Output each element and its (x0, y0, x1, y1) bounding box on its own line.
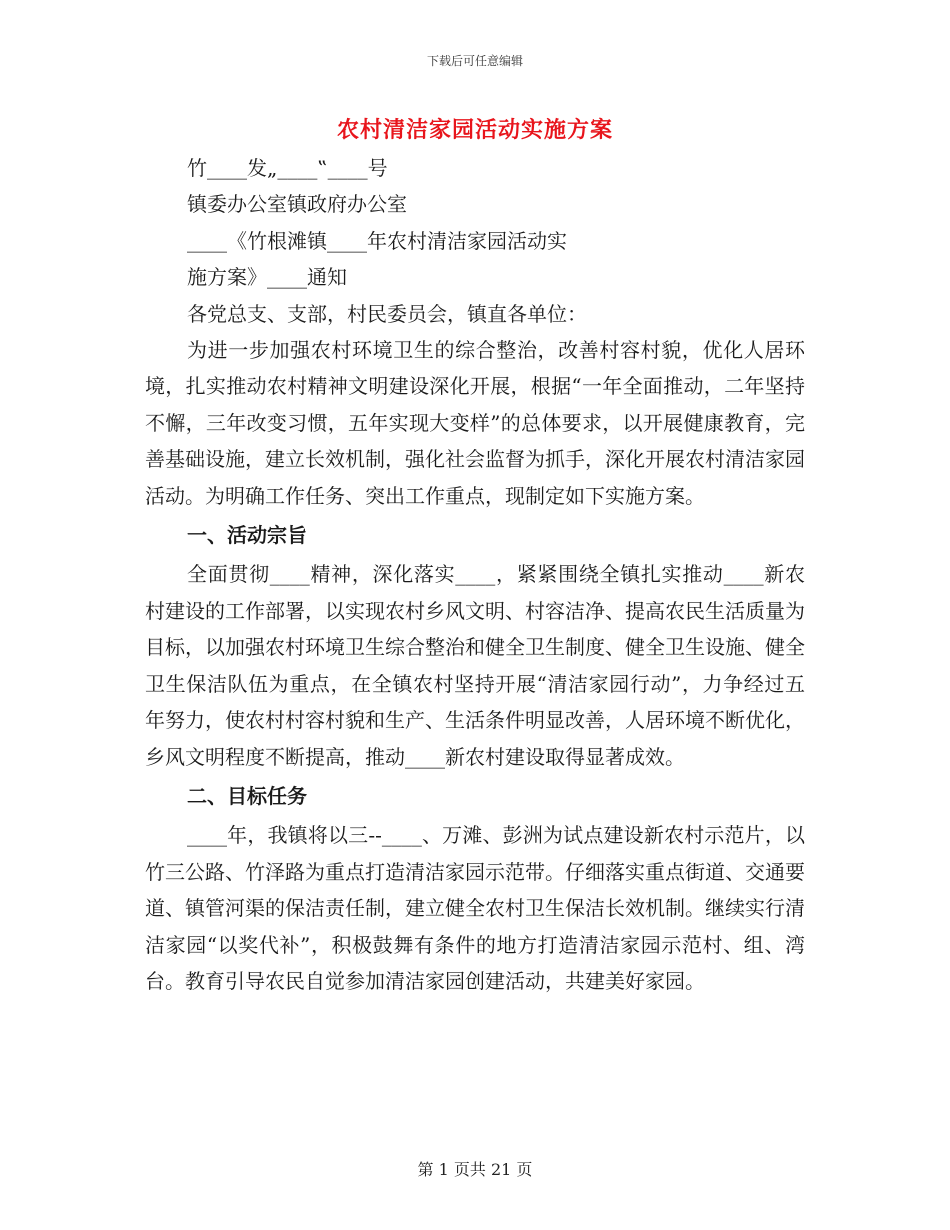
salutation: 各党总支、支部，村民委员会，镇直各单位： (187, 301, 587, 326)
section-2-heading: 二、目标任务 (187, 783, 307, 808)
document-body (145, 150, 805, 999)
intro-paragraph: 为进一步加强农村环境卫生的综合整治，改善村容村貌，优化人居环境，扎实推动农村精神文明建设深化开展，根据“一年全面推动，二年坚持不懈，三年改变习惯，五年实现大变样”的总体要求，以开展健康教育，完善基础设施，建立长效机制，强化社会监督为抓手，深化开展农村清洁家园活动。为明确工作任务、突出工作重点，现制定如下实施方案。 (145, 338, 805, 508)
section-2-paragraph: ____年，我镇将以三--____、万滩、彭洲为试点建设新农村示范片，以竹三公路、竹泽路为重点打造清洁家园示范带。仔细落实重点街道、交通要道、镇管河渠的保洁责任制，建立健全农村卫生保洁长效机制。继续实行清洁家园“以奖代补”，积极鼓舞有条件的地方打造清洁家园示范村、组、湾台。教育引导农民自觉参加清洁家园创建活动，共建美好家园。 (145, 823, 805, 993)
doc-number: 竹____发„____‟____号 (187, 156, 388, 180)
subject-line-2: 施方案》____通知 (187, 265, 347, 290)
issuer: 镇委办公室镇政府办公室 (187, 192, 407, 217)
page-header-note: 下载后可任意编辑 (426, 54, 523, 68)
page-footer-number: 第 1 页共 21 页 (417, 1160, 533, 1179)
document-title: 农村清洁家园活动实施方案 (336, 117, 613, 143)
section-1-heading: 一、活动宗旨 (187, 523, 307, 548)
section-1-paragraph: 全面贯彻____精神，深化落实____，紧紧围绕全镇扎实推动____新农村建设的工作部署，以实现农村乡风文明、村容洁净、提高农民生活质量为目标，以加强农村环境卫生综合整治和健全卫生制度、健全卫生设施、健全卫生保洁队伍为重点，在全镇农村坚持开展“清洁家园行动”，力争经过五年努力，使农村村容村貌和生产、生活条件明显改善，人居环境不断优化，乡风文明程度不断提高，推动____新农村建设取得显著成效。 (145, 562, 805, 769)
subject-line-1: ____《竹根滩镇____年农村清洁家园活动实 (187, 228, 567, 253)
